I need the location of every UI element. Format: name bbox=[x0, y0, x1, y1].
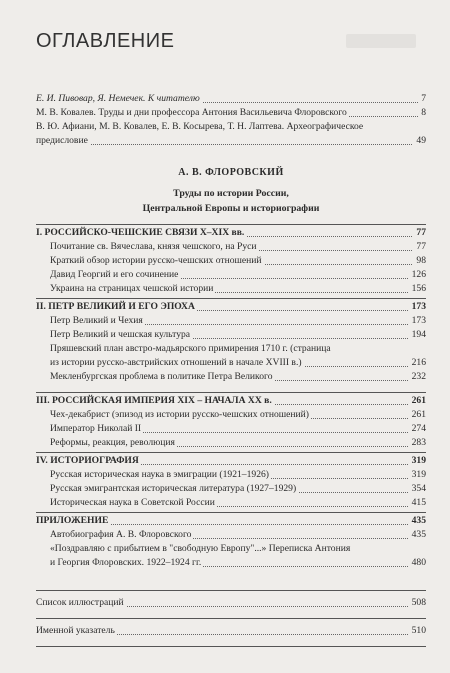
toc-entry-page: 232 bbox=[409, 370, 426, 384]
toc-entry-text: Е. И. Пивовар, Я. Немечек. К читателю bbox=[36, 93, 200, 104]
toc-entry-text: Давид Георгий и его сочинение bbox=[50, 269, 179, 280]
toc-entry-text-line2: предисловие bbox=[36, 135, 88, 146]
back-matter-1 bbox=[36, 596, 426, 610]
section-rule bbox=[36, 618, 426, 619]
author-name: А. В. ФЛОРОВСКИЙ bbox=[178, 167, 284, 178]
toc-entry-text-line1: В. Ю. Афиани, М. В. Ковалев, Е. В. Косырева, Т. Н. Лаптева. Археографическое bbox=[36, 121, 364, 132]
toc-entry-page: 261 bbox=[409, 408, 426, 422]
toc-entry[interactable] bbox=[36, 468, 426, 482]
book-heading bbox=[36, 167, 426, 216]
back-matter-2 bbox=[36, 624, 426, 638]
toc-entry-text: Петр Великий и чешская культура bbox=[50, 329, 191, 340]
toc-entry[interactable] bbox=[36, 268, 426, 282]
toc-entry-text: Реформы, реакция, революция bbox=[50, 437, 175, 448]
toc-entry-page: 156 bbox=[409, 282, 426, 296]
bleed-through-header bbox=[346, 34, 416, 48]
toc-entry-text: Мекленбургская проблема в политике Петра Великого bbox=[50, 371, 273, 382]
section-heading[interactable] bbox=[36, 226, 426, 240]
toc-entry-page: 415 bbox=[409, 496, 426, 510]
section-rule bbox=[36, 298, 426, 299]
toc-entry-text-line1: «Поздравляю с прибытием в "свободную Европу"...» Переписка Антония bbox=[50, 543, 351, 554]
subtitle-line-1: Труды по истории России, bbox=[173, 188, 289, 199]
toc-entry-text: Русская эмигрантская историческая литература (1927–1929) bbox=[50, 483, 297, 494]
toc-entry-page: 510 bbox=[409, 624, 426, 638]
section-rule bbox=[36, 590, 426, 591]
subtitle-line-2: Центральной Европы и историографии bbox=[142, 203, 320, 214]
section-title: I. РОССИЙСКО-ЧЕШСКИЕ СВЯЗИ X–XIX вв. bbox=[36, 227, 245, 238]
section-page: 435 bbox=[409, 514, 426, 528]
section-2 bbox=[36, 300, 426, 384]
section-title: IV. ИСТОРИОГРАФИЯ bbox=[36, 455, 139, 466]
toc-entry-page: 98 bbox=[413, 254, 426, 268]
section-title: II. ПЕТР ВЕЛИКИЙ И ЕГО ЭПОХА bbox=[36, 301, 195, 312]
toc-entry[interactable] bbox=[36, 370, 426, 384]
toc-entry[interactable] bbox=[36, 482, 426, 496]
toc-entry-page: 126 bbox=[409, 268, 426, 282]
toc-entry-page: 354 bbox=[409, 482, 426, 496]
toc-entry-text: Чех-декабрист (эпизод из истории русско-чешских отношений) bbox=[50, 409, 309, 420]
toc-entry[interactable] bbox=[36, 314, 426, 328]
toc-entry[interactable] bbox=[36, 92, 426, 106]
toc-entry-text: Русская историческая наука в эмиграции (1921–1926) bbox=[50, 469, 269, 480]
section-appendix bbox=[36, 514, 426, 570]
toc-entry[interactable] bbox=[36, 254, 426, 268]
section-1 bbox=[36, 226, 426, 296]
section-heading[interactable] bbox=[36, 394, 426, 408]
toc-entry-text: Именной указатель bbox=[36, 625, 115, 636]
section-rule bbox=[36, 452, 426, 453]
toc-entry-text: Петр Великий и Чехия bbox=[50, 315, 143, 326]
toc-entry[interactable] bbox=[36, 134, 426, 148]
toc-entry-page: 480 bbox=[409, 556, 426, 570]
toc-entry-text: Историческая наука в Советской России bbox=[50, 497, 215, 508]
toc-entry-text: Автобиография А. В. Флоровского bbox=[50, 529, 192, 540]
section-rule bbox=[36, 224, 426, 225]
section-title: ПРИЛОЖЕНИЕ bbox=[36, 515, 109, 526]
toc-entry-page: 283 bbox=[409, 436, 426, 450]
toc-entry[interactable] bbox=[36, 408, 426, 422]
toc-entry[interactable] bbox=[36, 596, 426, 610]
toc-entry[interactable] bbox=[36, 436, 426, 450]
toc-entry[interactable] bbox=[36, 240, 426, 254]
section-page: 319 bbox=[409, 454, 426, 468]
toc-entry[interactable] bbox=[36, 356, 426, 370]
toc-entry-text: Краткий обзор истории русско-чешских отношений bbox=[50, 255, 262, 266]
toc-entry[interactable] bbox=[36, 496, 426, 510]
page-title: ОГЛАВЛЕНИЕ bbox=[36, 30, 175, 52]
toc-entry-text: Император Николай II bbox=[50, 423, 142, 434]
toc-entry-page: 319 bbox=[409, 468, 426, 482]
toc-entry[interactable] bbox=[36, 422, 426, 436]
section-rule bbox=[36, 392, 426, 393]
toc-entry-page: 216 bbox=[409, 356, 426, 370]
toc-entry[interactable] bbox=[36, 556, 426, 570]
section-rule bbox=[36, 512, 426, 513]
section-heading[interactable] bbox=[36, 514, 426, 528]
toc-entry-page: 77 bbox=[413, 240, 426, 254]
intro-entries bbox=[36, 92, 426, 148]
toc-entry-text-line2: и Георгия Флоровских. 1922–1924 гг. bbox=[50, 557, 202, 568]
toc-entry[interactable] bbox=[36, 106, 426, 120]
toc-entry-page: 508 bbox=[409, 596, 426, 610]
section-4 bbox=[36, 454, 426, 510]
toc-entry[interactable] bbox=[36, 328, 426, 342]
toc-entry-text: Список иллюстраций bbox=[36, 597, 124, 608]
toc-entry-page: 274 bbox=[409, 422, 426, 436]
section-rule bbox=[36, 646, 426, 647]
toc-entry-page: 7 bbox=[418, 92, 426, 106]
toc-entry-text: Украина на страницах чешской истории bbox=[50, 283, 214, 294]
section-page: 261 bbox=[409, 394, 426, 408]
toc-entry-page: 8 bbox=[418, 106, 426, 120]
toc-entry[interactable] bbox=[36, 624, 426, 638]
section-heading[interactable] bbox=[36, 300, 426, 314]
section-page: 77 bbox=[413, 226, 426, 240]
toc-entry[interactable] bbox=[36, 282, 426, 296]
section-heading[interactable] bbox=[36, 454, 426, 468]
toc-entry-page: 49 bbox=[413, 134, 426, 148]
toc-entry-page: 194 bbox=[409, 328, 426, 342]
toc-entry-page: 435 bbox=[409, 528, 426, 542]
toc-entry-text-line2: из истории русско-австрийских отношений в начале XVIII в.) bbox=[50, 357, 302, 368]
section-page: 173 bbox=[409, 300, 426, 314]
toc-entry-text: М. В. Ковалев. Труды и дни профессора Антония Васильевича Флоровского bbox=[36, 107, 347, 118]
section-title: III. РОССИЙСКАЯ ИМПЕРИЯ XIX – НАЧАЛА XX в. bbox=[36, 395, 272, 406]
section-3 bbox=[36, 394, 426, 450]
toc-entry[interactable] bbox=[36, 528, 426, 542]
toc-entry-text-line1: Пряшевский план австро-мадьярского примирения 1710 г. (страница bbox=[50, 343, 331, 354]
toc-entry-page: 173 bbox=[409, 314, 426, 328]
toc-entry-text: Почитание св. Вячеслава, князя чешского, на Руси bbox=[50, 241, 257, 252]
